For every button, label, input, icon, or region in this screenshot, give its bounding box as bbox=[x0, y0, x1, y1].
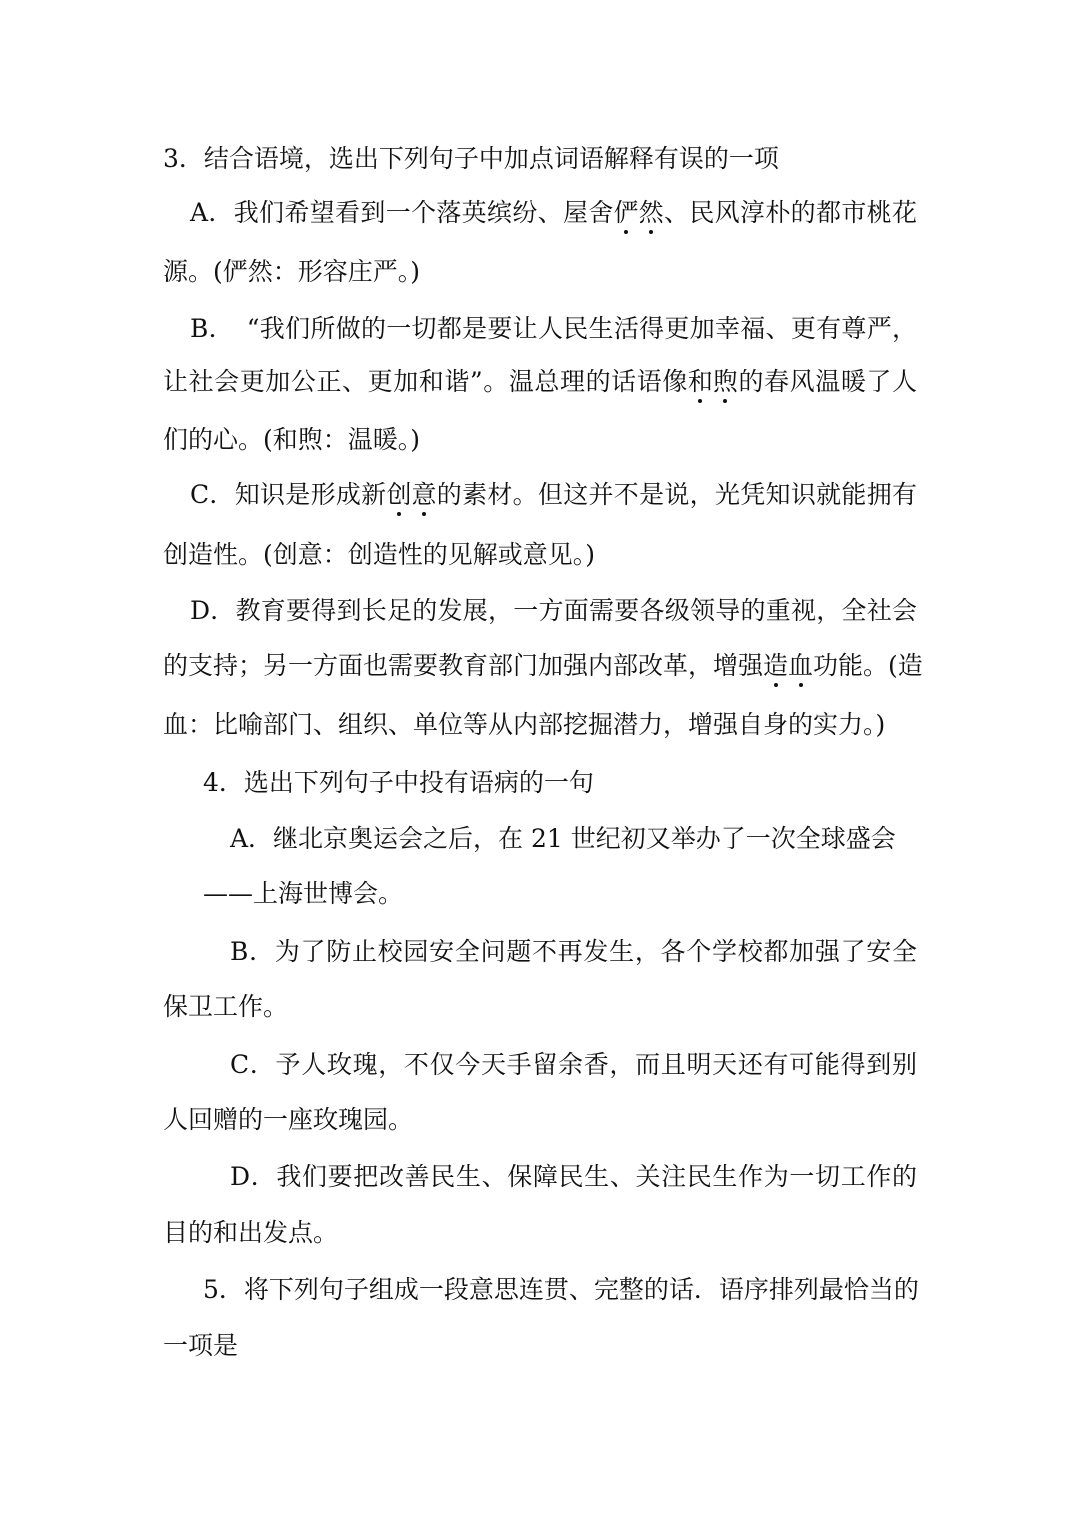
q4-option-a-line1: A．继北京奥运会之后，在 21 世纪初又举办了一次全球盛会 bbox=[230, 824, 896, 853]
q4-option-c-line1: C．予人玫瑰，不仅今天手留余香，而且明天还有可能得到别 bbox=[230, 1050, 917, 1079]
q5-stem-line1: 5．将下列句子组成一段意思连贯、完整的话．语序排列最恰当的 bbox=[203, 1275, 919, 1304]
text-segment: 让社会更加公正、更加和谐”。温总理的话语像 bbox=[163, 367, 688, 396]
q3-option-d-line3: 血：比喻部门、组织、单位等从内部挖掘潜力，增强自身的实力。) bbox=[163, 710, 886, 739]
text-segment: C．知识是形成新 bbox=[190, 480, 387, 509]
q4-option-a-line2: ——上海世博会。 bbox=[203, 879, 404, 908]
emphasis-dot-char: 意 bbox=[411, 480, 437, 509]
text-segment: 的支持；另一方面也需要教育部门加强内部改革，增强 bbox=[163, 651, 764, 680]
q3-option-b-line1: B． “我们所做的一切都是要让人民生活得更加幸福、更有尊严， bbox=[190, 314, 917, 343]
q4-stem: 4．选出下列句子中投有语病的一句 bbox=[203, 768, 594, 797]
q5-stem-line2: 一项是 bbox=[163, 1331, 239, 1360]
text-segment: 功能。(造 bbox=[813, 651, 923, 680]
q3-stem: 3．结合语境，选出下列句子中加点词语解释有误的一项 bbox=[163, 144, 779, 173]
text-segment: A．我们希望看到一个落英缤纷、屋舍 bbox=[190, 198, 614, 227]
q3-option-b-line2 bbox=[163, 367, 917, 397]
emphasis-dot-char: 然 bbox=[638, 198, 664, 227]
q3-option-b-line3: 们的心。(和煦：温暖。) bbox=[163, 425, 421, 454]
q3-option-d-line1: D．教育要得到长足的发展，一方面需要各级领导的重视，全社会 bbox=[190, 596, 917, 625]
text-segment: 的春风温暖了人 bbox=[737, 367, 917, 396]
q3-option-c-line1 bbox=[190, 480, 917, 510]
emphasis-dot-char: 创 bbox=[386, 480, 412, 509]
q4-option-c-line2: 人回赠的一座玫瑰园。 bbox=[163, 1105, 414, 1134]
q4-option-b-line2: 保卫工作。 bbox=[163, 992, 289, 1021]
q3-option-a-line1 bbox=[190, 198, 917, 228]
q3-option-c-line2: 创造性。(创意：创造性的见解或意见。) bbox=[163, 540, 596, 569]
q4-option-d-line2: 目的和出发点。 bbox=[163, 1218, 339, 1247]
q4-option-b-line1: B．为了防止校园安全问题不再发生，各个学校都加强了安全 bbox=[230, 937, 917, 966]
q3-option-a-line2: 源。(俨然：形容庄严。) bbox=[163, 257, 421, 286]
emphasis-dot-char: 俨 bbox=[613, 198, 639, 227]
text-segment: 、民风淳朴的都市桃花 bbox=[663, 198, 917, 227]
q3-option-d-line2 bbox=[163, 651, 923, 681]
q4-option-d-line1: D．我们要把改善民生、保障民生、关注民生作为一切工作的 bbox=[230, 1162, 917, 1191]
emphasis-dot-char: 煦 bbox=[712, 367, 738, 396]
emphasis-dot-char: 和 bbox=[687, 367, 713, 396]
emphasis-dot-char: 血 bbox=[788, 651, 814, 680]
text-segment: 的素材。但这并不是说，光凭知识就能拥有 bbox=[436, 480, 917, 509]
emphasis-dot-char: 造 bbox=[763, 651, 789, 680]
